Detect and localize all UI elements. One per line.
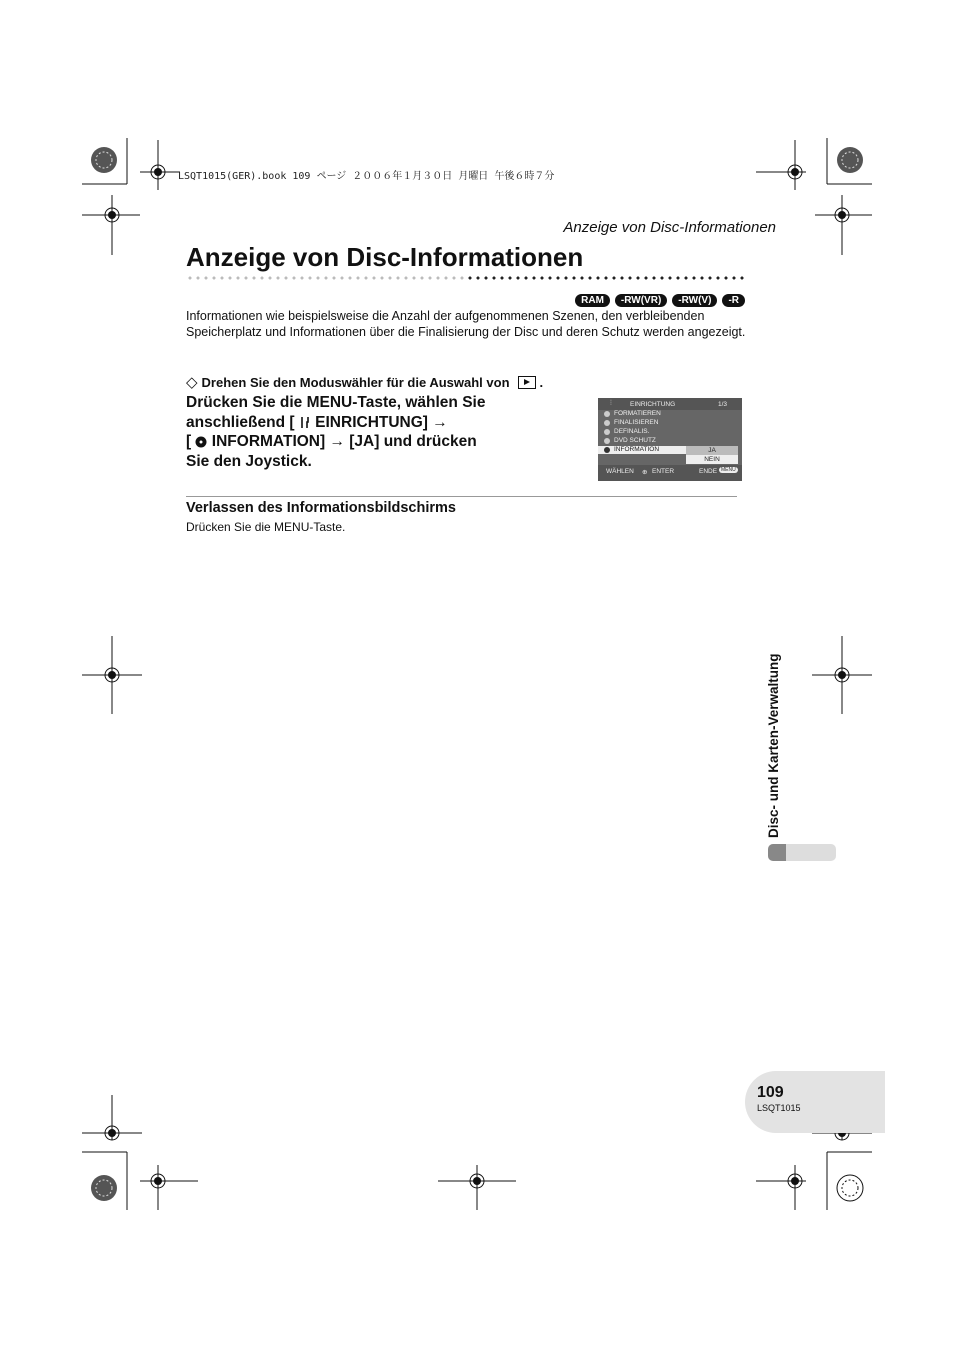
main-instruction [186,393,516,471]
instruction-line-2: anschließend [ EINRICHTUNG] → [186,413,448,431]
wrench-icon [299,416,311,429]
footer-select: WÄHLEN [606,468,634,475]
exit-heading: Verlassen des Informationsbildschirms [186,500,456,516]
diamond-icon: ◇ [186,374,198,391]
menu-title: EINRICHTUNG [630,401,676,408]
instruction-line-3: [ INFORMATION] → [JA] und drücken [186,433,477,450]
exit-text: Drücken Sie die MENU-Taste. [186,520,346,534]
menu-item: FINALISIEREN [604,419,658,427]
disc-info-icon [604,447,610,453]
side-section-label: Disc- und Karten-Verwaltung [766,653,781,838]
play-mode-icon [518,376,536,389]
menu-button-icon: MENU [721,467,736,473]
menu-footer [598,465,742,481]
step-end: . [539,374,544,390]
footer-enter: ENTER [652,468,675,475]
menu-option-ja: JA [686,446,738,455]
intro-text: Informationen wie beispielsweise die Anzahl der aufgenommenen Szenen, den verbleibenden Speicherplatz und Informationen über die Finalisierung der Disc und deren Schutz werden angezeigt. [186,309,746,339]
menu-screen-illustration [598,398,742,481]
menu-page: 1/3 [718,401,728,408]
running-header: Anzeige von Disc-Informationen [563,219,776,236]
menu-header [598,398,742,410]
menu-item: DEFINALIS. [604,428,649,436]
menu-item: FORMATIEREN [604,410,661,418]
wrench-icon: ⫶ [610,400,612,407]
section-divider [186,496,737,497]
section-tab-bar [768,844,836,861]
title-underline-dots-dark [466,276,746,280]
menu-item: DVD SCHUTZ [604,437,656,445]
disc-type-badges [575,294,745,307]
badge-rw-v: -RW(V) [672,294,717,307]
disc-icon [604,438,610,444]
disc-info-icon [195,435,207,448]
badge-ram: RAM [575,294,610,307]
page-code: LSQT1015 [757,1103,801,1113]
disc-icon [604,420,610,426]
badge-rw-vr: -RW(VR) [615,294,667,307]
joystick-icon: ⊕ [642,469,648,476]
page-number-tab [745,1071,885,1133]
disc-icon [604,429,610,435]
step-preparation [186,373,543,391]
print-metadata: LSQT1015(GER).book 109 ページ ２００６年１月３０日 月曜日 午後６時７分 [178,171,555,182]
page-number: 109 [757,1084,784,1101]
page-title: Anzeige von Disc-Informationen [186,242,584,272]
footer-end: ENDE [699,468,718,475]
step-text: Drehen Sie den Moduswähler für die Auswahl von [201,374,510,390]
badge-r: -R [722,294,745,307]
instruction-line-1: Drücken Sie die MENU-Taste, wählen Sie [186,394,486,411]
menu-option-nein: NEIN [686,455,738,464]
disc-icon [604,411,610,417]
instruction-line-4: Sie den Joystick. [186,452,312,470]
menu-item-selected: INFORMATION [598,446,686,454]
